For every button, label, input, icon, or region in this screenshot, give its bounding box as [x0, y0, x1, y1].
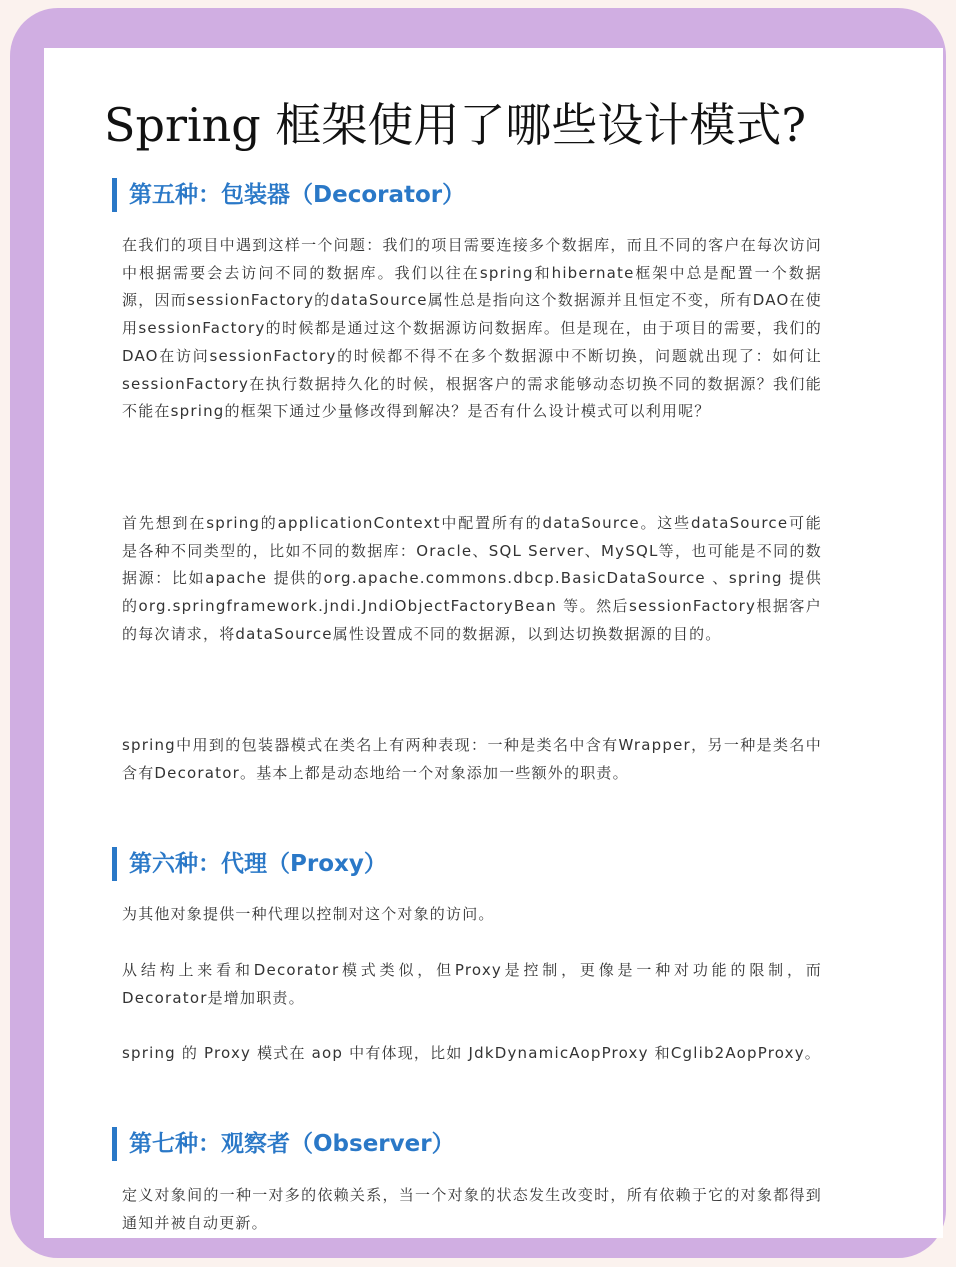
article-page	[44, 48, 943, 1238]
proxy-paragraph-2: 从结构上来看和Decorator模式类似，但Proxy是控制，更像是一种对功能的限制，而Decorator是增加职责。	[122, 961, 822, 1007]
decorator-paragraph-1: 在我们的项目中遇到这样一个问题：我们的项目需要连接多个数据库，而且不同的客户在每次访问中根据需要会去访问不同的数据库。我们以往在spring和hibernate框架中总是配置一个数据源，因而sessionFactory的dataSource属性总是指向这个数据源并且恒定不变，所有DAO在使用sessionFactory的时候都是通过这个数据源访问数据库。但是现在，由于项目的需要，我们的DAO在访问sessionFactory的时候都不得不在多个数据源中不断切换，问题就出现了：如何让sessionFactory在执行数据持久化的时候，根据客户的需求能够动态切换不同的数据源？我们能不能在spring的框架下通过少量修改得到解决？是否有什么设计模式可以利用呢？	[122, 236, 822, 421]
section-heading-proxy: 第六种：代理（Proxy）	[112, 847, 387, 881]
observer-paragraph-1: 定义对象间的一种一对多的依赖关系，当一个对象的状态发生改变时，所有依赖于它的对象都得到通知并被自动更新。	[122, 1186, 822, 1232]
page-title: Spring 框架使用了哪些设计模式?	[104, 98, 807, 152]
decorator-paragraph-2: 首先想到在spring的applicationContext中配置所有的dataSource。这些dataSource可能是各种不同类型的，比如不同的数据库：Oracle、SQL Server、MySQL等，也可能是不同的数据源：比如apache 提供的org.apache.commons.dbcp.BasicDataSource 、spring 提供的org.springframework.jndi.JndiObjectFactoryBean 等。然后sessionFactory根据客户的每次请求，将dataSource属性设置成不同的数据源，以到达切换数据源的目的。	[122, 514, 822, 643]
section-heading-decorator: 第五种：包装器（Decorator）	[112, 178, 465, 212]
proxy-paragraph-3: spring 的 Proxy 模式在 aop 中有体现，比如 JdkDynamicAopProxy 和Cglib2AopProxy。	[122, 1044, 822, 1062]
decorator-paragraph-3: spring中用到的包装器模式在类名上有两种表现：一种是类名中含有Wrapper，另一种是类名中含有Decorator。基本上都是动态地给一个对象添加一些额外的职责。	[122, 736, 822, 782]
proxy-paragraph-1: 为其他对象提供一种代理以控制对这个对象的访问。	[122, 905, 495, 923]
section-heading-observer: 第七种：观察者（Observer）	[112, 1127, 455, 1161]
card-frame	[10, 8, 946, 1258]
